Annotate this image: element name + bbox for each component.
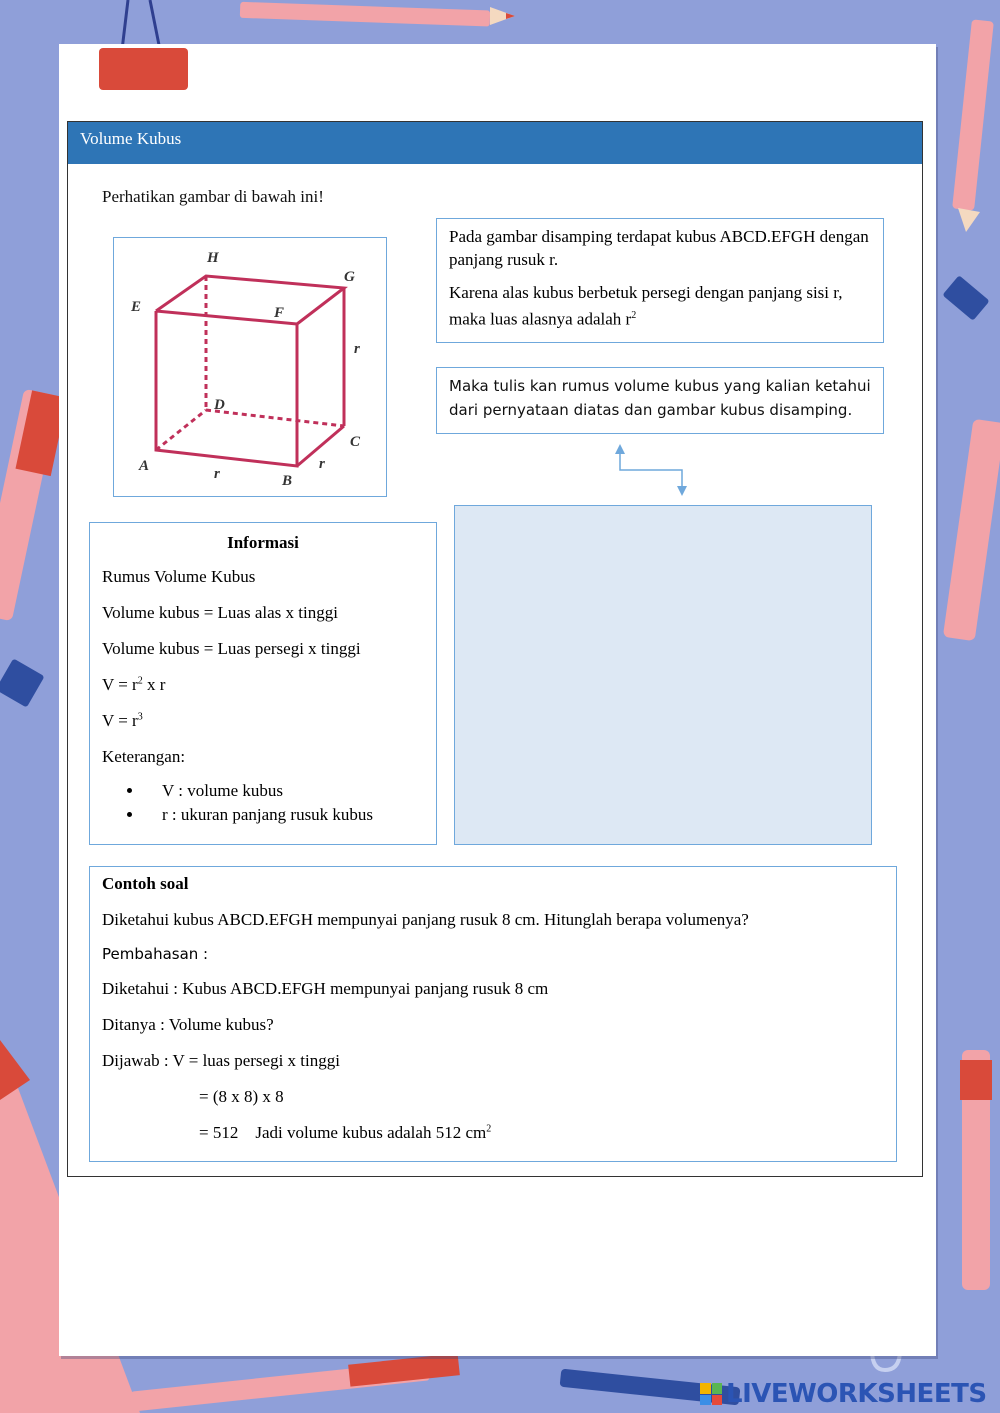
pencil-icon bbox=[952, 19, 994, 232]
contoh-soal-box bbox=[89, 866, 897, 1162]
vertex-label-d: D bbox=[214, 397, 225, 413]
pencil-icon bbox=[0, 389, 67, 621]
page-title: Volume Kubus bbox=[68, 122, 922, 164]
list-item: • r : ukuran panjang rusuk kubus bbox=[144, 803, 424, 827]
edge-label-r: r bbox=[214, 466, 220, 482]
liveworksheets-logo bbox=[700, 1378, 987, 1410]
vertex-label-f: F bbox=[274, 305, 285, 321]
contoh-line: Ditanya : Volume kubus? bbox=[102, 1015, 274, 1034]
cube-hidden-edge-ad bbox=[156, 410, 206, 450]
cube-diagram bbox=[114, 238, 385, 495]
binder-clip-icon bbox=[122, 0, 160, 50]
vertex-label-c: C bbox=[350, 434, 361, 450]
vertex-label-b: B bbox=[282, 473, 293, 489]
edge-label-r: r bbox=[354, 341, 360, 357]
answer-input[interactable] bbox=[454, 505, 872, 845]
binder-clip-icon bbox=[0, 658, 45, 707]
binder-clip-icon bbox=[942, 275, 989, 321]
description-box bbox=[436, 218, 884, 343]
contoh-line: Diketahui : Kubus ABCD.EFGH mempunyai panjang rusuk 8 cm bbox=[102, 979, 549, 998]
cube-top-face bbox=[156, 276, 344, 324]
cube-front-face bbox=[156, 311, 297, 466]
informasi-line: Keterangan: bbox=[102, 747, 186, 766]
list-item: • V : volume kubus bbox=[144, 779, 424, 803]
informasi-line: Volume kubus = Luas alas x tinggi bbox=[102, 603, 338, 622]
vertex-label-h: H bbox=[207, 250, 219, 266]
contoh-pembahasan: Pembahasan : bbox=[102, 945, 209, 963]
informasi-line: Volume kubus = Luas persegi x tinggi bbox=[102, 639, 361, 658]
logo-mark-icon bbox=[700, 1383, 722, 1405]
pencil-icon bbox=[960, 1050, 992, 1290]
edge-label-r: r bbox=[319, 456, 325, 472]
informasi-line: Rumus Volume Kubus bbox=[102, 567, 256, 586]
contoh-title: Contoh soal bbox=[102, 874, 189, 893]
instruction-box: Maka tulis kan rumus volume kubus yang kalian ketahui dari pernyataan diatas dan gambar kubus disamping. bbox=[436, 367, 884, 434]
contoh-line: Dijawab : V = luas persegi x tinggi bbox=[102, 1051, 340, 1070]
contoh-line: = 512 Jadi volume kubus adalah 512 $cm^2$ bbox=[199, 1123, 492, 1142]
pencil-icon bbox=[240, 2, 515, 27]
vertex-label-a: A bbox=[139, 458, 150, 474]
vertex-label-g: G bbox=[344, 269, 355, 285]
logo-text: LIVEWORKSHEETS bbox=[726, 1379, 987, 1409]
informasi-line: $V = r^2$ x r bbox=[102, 675, 166, 694]
connector-arrow-icon bbox=[610, 440, 690, 500]
intro-text: Perhatikan gambar di bawah ini! bbox=[102, 187, 324, 206]
informasi-line: $V = r^3$ bbox=[102, 711, 143, 730]
marker-icon bbox=[943, 419, 1000, 641]
informasi-box bbox=[89, 522, 437, 845]
contoh-line: = (8 x 8) x 8 bbox=[199, 1087, 284, 1106]
description-paragraph: Pada gambar disamping terdapat kubus ABCD.EFGH dengan panjang rusuk r. bbox=[449, 227, 869, 269]
cube-hidden-edge-dc bbox=[206, 410, 344, 426]
binder-clip-icon bbox=[99, 48, 188, 90]
contoh-question: Diketahui kubus ABCD.EFGH mempunyai panjang rusuk 8 cm. Hitunglah berapa volumenya? bbox=[102, 910, 749, 929]
cube-figure bbox=[113, 237, 387, 497]
keterangan-list bbox=[102, 779, 424, 827]
description-paragraph: Karena alas kubus berbetuk persegi dengan panjang sisi r, maka luas alasnya adalah $r^2$ bbox=[449, 283, 843, 329]
vertex-label-e: E bbox=[131, 299, 142, 315]
informasi-title: Informasi bbox=[227, 533, 299, 552]
pencil-icon bbox=[130, 1353, 460, 1411]
